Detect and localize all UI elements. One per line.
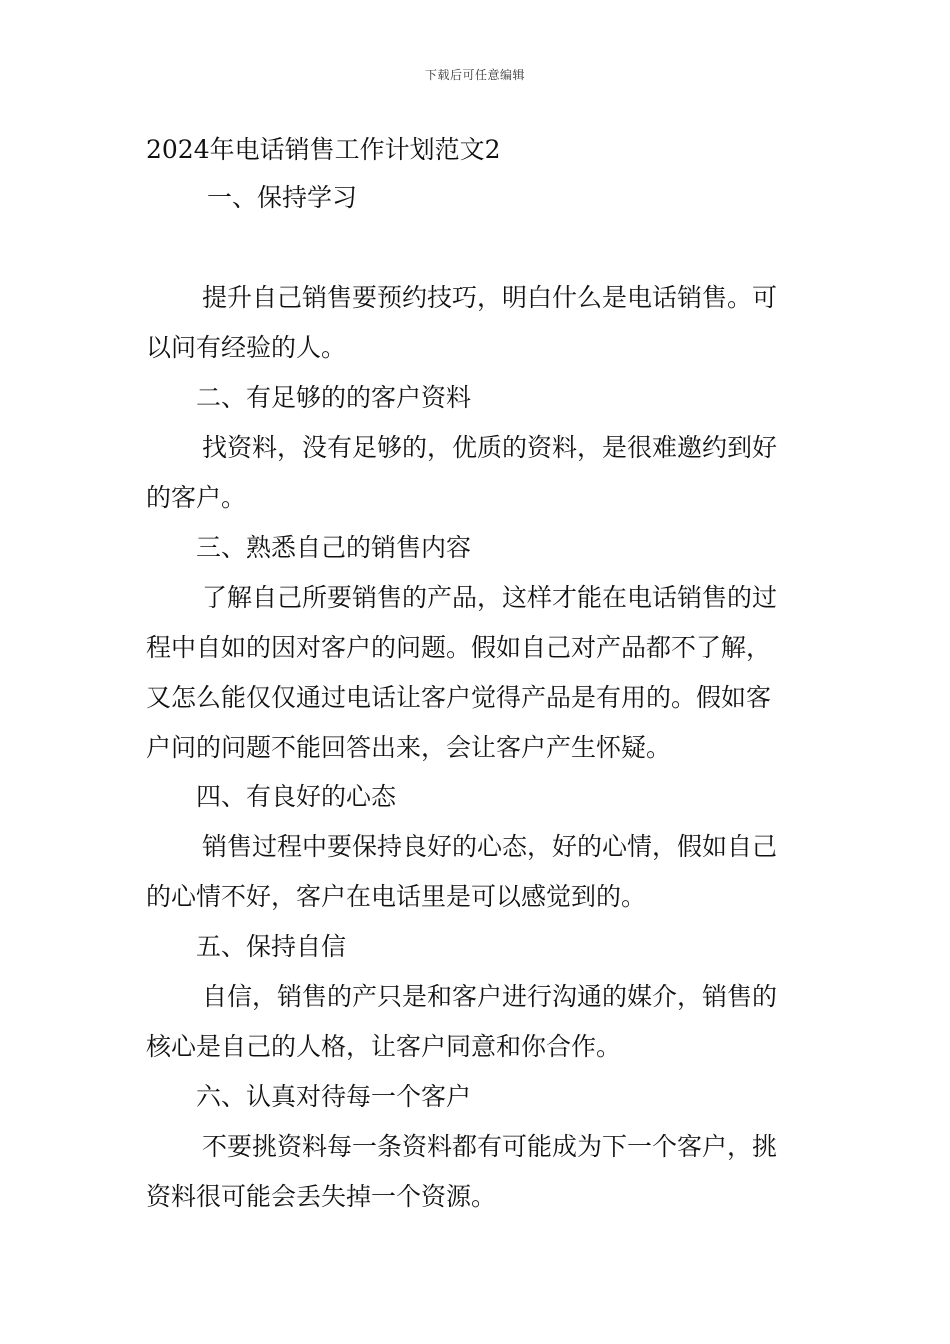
- section-heading: 五、保持自信: [196, 932, 347, 961]
- section-heading: 三、熟悉自己的销售内容: [196, 533, 472, 562]
- paragraph-line: 程中自如的因对客户的问题。假如自己对产品都不了解，: [146, 633, 772, 662]
- paragraph-line: 核心是自己的人格，让客户同意和你合作。: [146, 1032, 622, 1061]
- section-heading: 二、有足够的的客户资料: [196, 383, 472, 412]
- paragraph-line: 提升自己销售要预约技巧，明白什么是电话销售。可: [202, 283, 778, 312]
- section-heading: 一、保持学习: [207, 183, 358, 212]
- paragraph-line: 自信，销售的产只是和客户进行沟通的媒介，销售的: [202, 982, 778, 1011]
- section-heading: 六、认真对待每一个客户: [196, 1082, 472, 1111]
- paragraph-line: 资料很可能会丢失掉一个资源。: [146, 1182, 497, 1211]
- document-title: 2024年电话销售工作计划范文2: [146, 135, 501, 164]
- paragraph-line: 以问有经验的人。: [146, 333, 347, 362]
- paragraph-line: 销售过程中要保持良好的心态，好的心情，假如自己: [202, 832, 778, 861]
- paragraph-line: 的心情不好，客户在电话里是可以感觉到的。: [146, 882, 647, 911]
- paragraph-line: 的客户。: [146, 483, 247, 512]
- paragraph-line: 了解自己所要销售的产品，这样才能在电话销售的过: [202, 583, 778, 612]
- paragraph-line: 找资料，没有足够的，优质的资料，是很难邀约到好: [202, 433, 778, 462]
- paragraph-line: 又怎么能仅仅通过电话让客户觉得产品是有用的。假如客: [146, 683, 772, 712]
- section-heading: 四、有良好的心态: [196, 782, 397, 811]
- paragraph-line: 不要挑资料每一条资料都有可能成为下一个客户，挑: [202, 1132, 778, 1161]
- page-header-note: 下载后可任意编辑: [424, 68, 525, 82]
- paragraph-line: 户问的问题不能回答出来，会让客户产生怀疑。: [146, 733, 672, 762]
